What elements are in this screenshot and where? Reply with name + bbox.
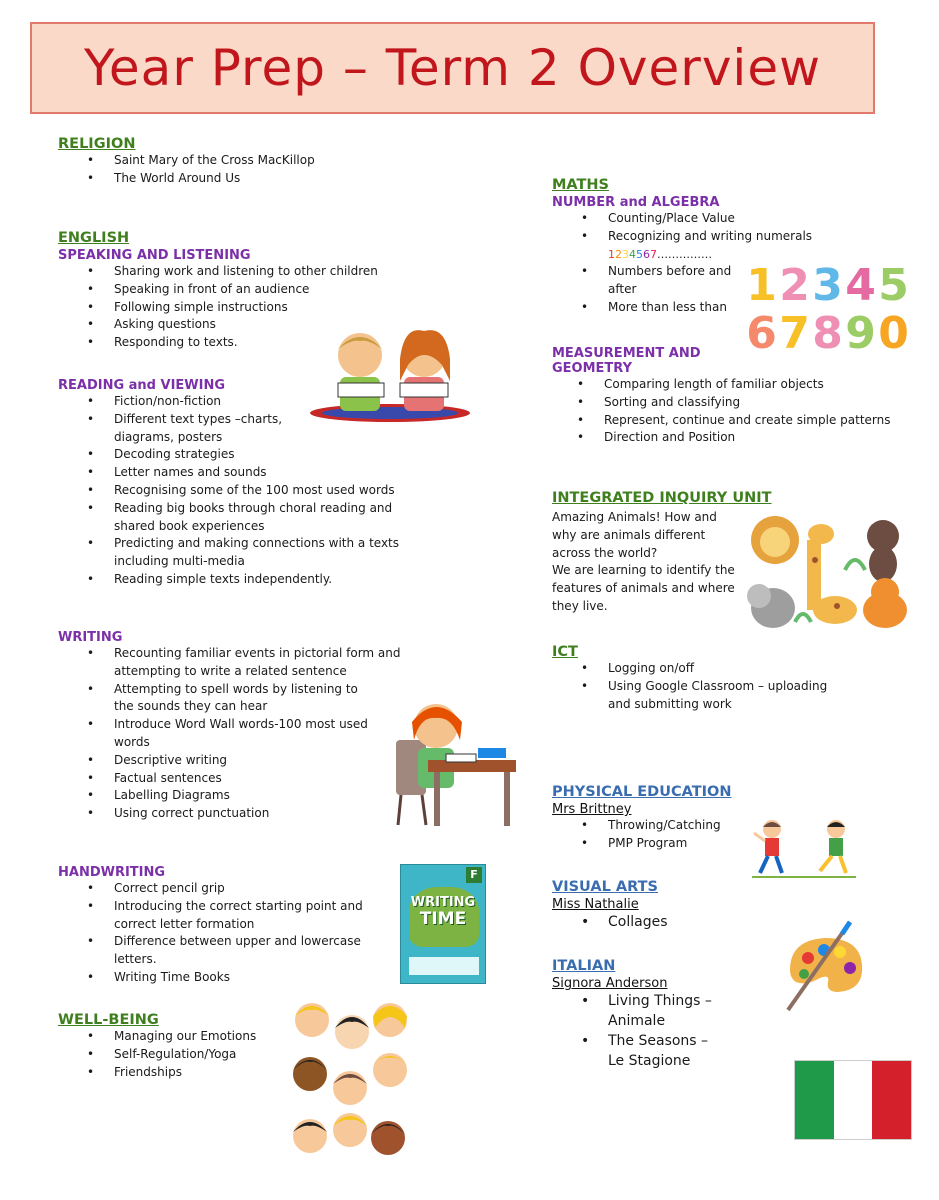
list-item: • Predicting and making connections with a texts including multi-media [114,535,403,571]
list-item: • Recounting familiar events in pictorial form and attempting to write a related sentence [114,645,403,681]
pe-list [552,817,752,853]
pe-heading: PHYSICAL EDUCATION [552,784,732,800]
list-item: • Friendships [114,1064,318,1082]
inquiry-text-1: Amazing Animals! How and why are animals different across the world? [552,510,717,560]
list-item [608,228,828,264]
italian-heading: ITALIAN [552,958,616,974]
list-item: • Factual sentences [114,770,403,788]
number-list [552,210,813,317]
inquiry-text-2: We are learning to identify the features of animals and where they live. [552,563,735,613]
maths-section [552,177,813,317]
children-faces-illustration [288,998,412,1158]
number-algebra-heading: NUMBER and ALGEBRA [552,195,720,210]
measurement-section [552,344,897,447]
list-item: • Counting/Place Value [608,210,752,228]
children-playing-illustration [750,815,858,881]
list-item: • Following simple instructions [114,299,418,317]
inquiry-heading: INTEGRATED INQUIRY UNIT [552,490,772,506]
list-item: • Sharing work and listening to other children [114,263,418,281]
measurement-heading: MEASUREMENT AND GEOMETRY [552,346,701,376]
religion-heading: RELIGION [58,136,136,152]
book-label [409,957,479,975]
list-item: • Throwing/Catching [608,817,752,835]
number-digit: 1 [746,260,777,311]
list-item: • Difference between upper and lowercase letters. [114,933,388,969]
number-digit: 8 [812,308,843,359]
italian-list [552,991,742,1071]
wellbeing-section [58,1012,318,1081]
number-digit: 0 [878,308,909,359]
list-item: • Asking questions [114,316,418,334]
ict-section [552,644,852,713]
list-item: • Correct pencil grip [114,880,388,898]
list-item: • Self-Regulation/Yoga [114,1046,318,1064]
italian-flag [794,1060,912,1140]
number-digit: 4 [845,260,876,311]
religion-list [58,152,418,188]
pe-section [552,784,752,853]
religion-section [58,136,418,188]
number-digit: 5 [878,260,909,311]
list-item: • The Seasons – Le Stagione [608,1031,728,1071]
paint-palette-illustration [780,920,870,1015]
list-item: • Logging on/off [608,660,852,678]
book-title-line2: TIME [419,909,467,929]
number-digit: 3 [812,260,843,311]
book-badge: F [466,867,482,883]
list-item: • Sorting and classifying [604,394,897,412]
title-banner [30,22,875,114]
colourful-numbers-illustration [745,260,910,359]
list-item: • Fiction/non-fiction [114,393,403,411]
wellbeing-list [58,1028,318,1081]
measurement-list [552,376,897,447]
visual-arts-list [552,912,752,932]
list-item: • Managing our Emotions [114,1028,318,1046]
list-item-text: Recognizing and writing numerals [608,228,813,243]
italian-section [552,958,742,1071]
visual-arts-heading: VISUAL ARTS [552,879,658,895]
italian-teacher: Signora Anderson [552,976,668,991]
list-item: • Collages [608,912,752,932]
list-item: • Recognising some of the 100 most used words [114,482,403,500]
visual-arts-teacher: Miss Nathalie [552,897,639,912]
flag-white-band [834,1061,873,1139]
list-item: • Comparing length of familiar objects [604,376,897,394]
number-digit: 9 [845,308,876,359]
list-item: • Attempting to spell words by listening to the sounds they can hear [114,681,364,717]
maths-heading: MATHS [552,177,609,193]
list-item: • Introduce Word Wall words-100 most used words [114,716,384,752]
list-item: • PMP Program [608,835,752,853]
number-digit: 2 [779,260,810,311]
list-item: • Different text types –charts, diagrams, posters [114,411,294,447]
visual-arts-section [552,879,752,932]
dots: …………… [657,247,712,261]
handwriting-list [58,880,388,987]
list-item: • More than less than [608,299,752,317]
animals-illustration [745,510,915,635]
book-title-line1: WRITING [410,895,476,910]
writing-time-book-cover [400,864,486,984]
list-item: • The World Around Us [114,170,418,188]
list-item: • Reading big books through choral reading and shared book experiences [114,500,403,536]
handwriting-section [58,863,388,987]
writing-heading: WRITING [58,630,123,645]
list-item: • Introducing the correct starting point and correct letter formation [114,898,388,934]
list-item: • Living Things – Animale [608,991,728,1031]
list-item: • Numbers before and after [608,263,738,299]
page-title: Year Prep – Term 2 Overview [84,39,821,97]
reading-heading: READING and VIEWING [58,378,226,393]
rainbow-numerals: 1234567 [608,247,657,261]
flag-green-band [795,1061,834,1139]
list-item: • Direction and Position [604,429,897,447]
inquiry-section [552,490,772,616]
writing-list [58,645,403,823]
list-item: • Represent, continue and create simple patterns [604,412,897,430]
flag-red-band [872,1061,911,1139]
handwriting-heading: HANDWRITING [58,865,166,880]
list-item: • Responding to texts. [114,334,418,352]
ict-list [552,660,852,713]
list-item: • Writing Time Books [114,969,388,987]
list-item: • Descriptive writing [114,752,403,770]
list-item: • Decoding strategies [114,446,403,464]
list-item: • Speaking in front of an audience [114,281,418,299]
list-item: • Letter names and sounds [114,464,403,482]
children-reading-illustration [308,325,473,425]
girl-writing-illustration [386,700,518,830]
number-digit: 7 [779,308,810,359]
list-item: • Reading simple texts independently. [114,571,403,589]
english-heading: ENGLISH [58,230,130,246]
ict-heading: ICT [552,644,578,660]
list-item: • Labelling Diagrams [114,787,403,805]
speaking-heading: SPEAKING AND LISTENING [58,248,251,263]
list-item: • Using Google Classroom – uploading and submitting work [608,678,852,714]
writing-section [58,628,403,823]
list-item: • Using correct punctuation [114,805,403,823]
number-digit: 6 [746,308,777,359]
pe-teacher: Mrs Brittney [552,802,632,817]
list-item: • Saint Mary of the Cross MacKillop [114,152,418,170]
wellbeing-heading: WELL-BEING [58,1012,159,1028]
